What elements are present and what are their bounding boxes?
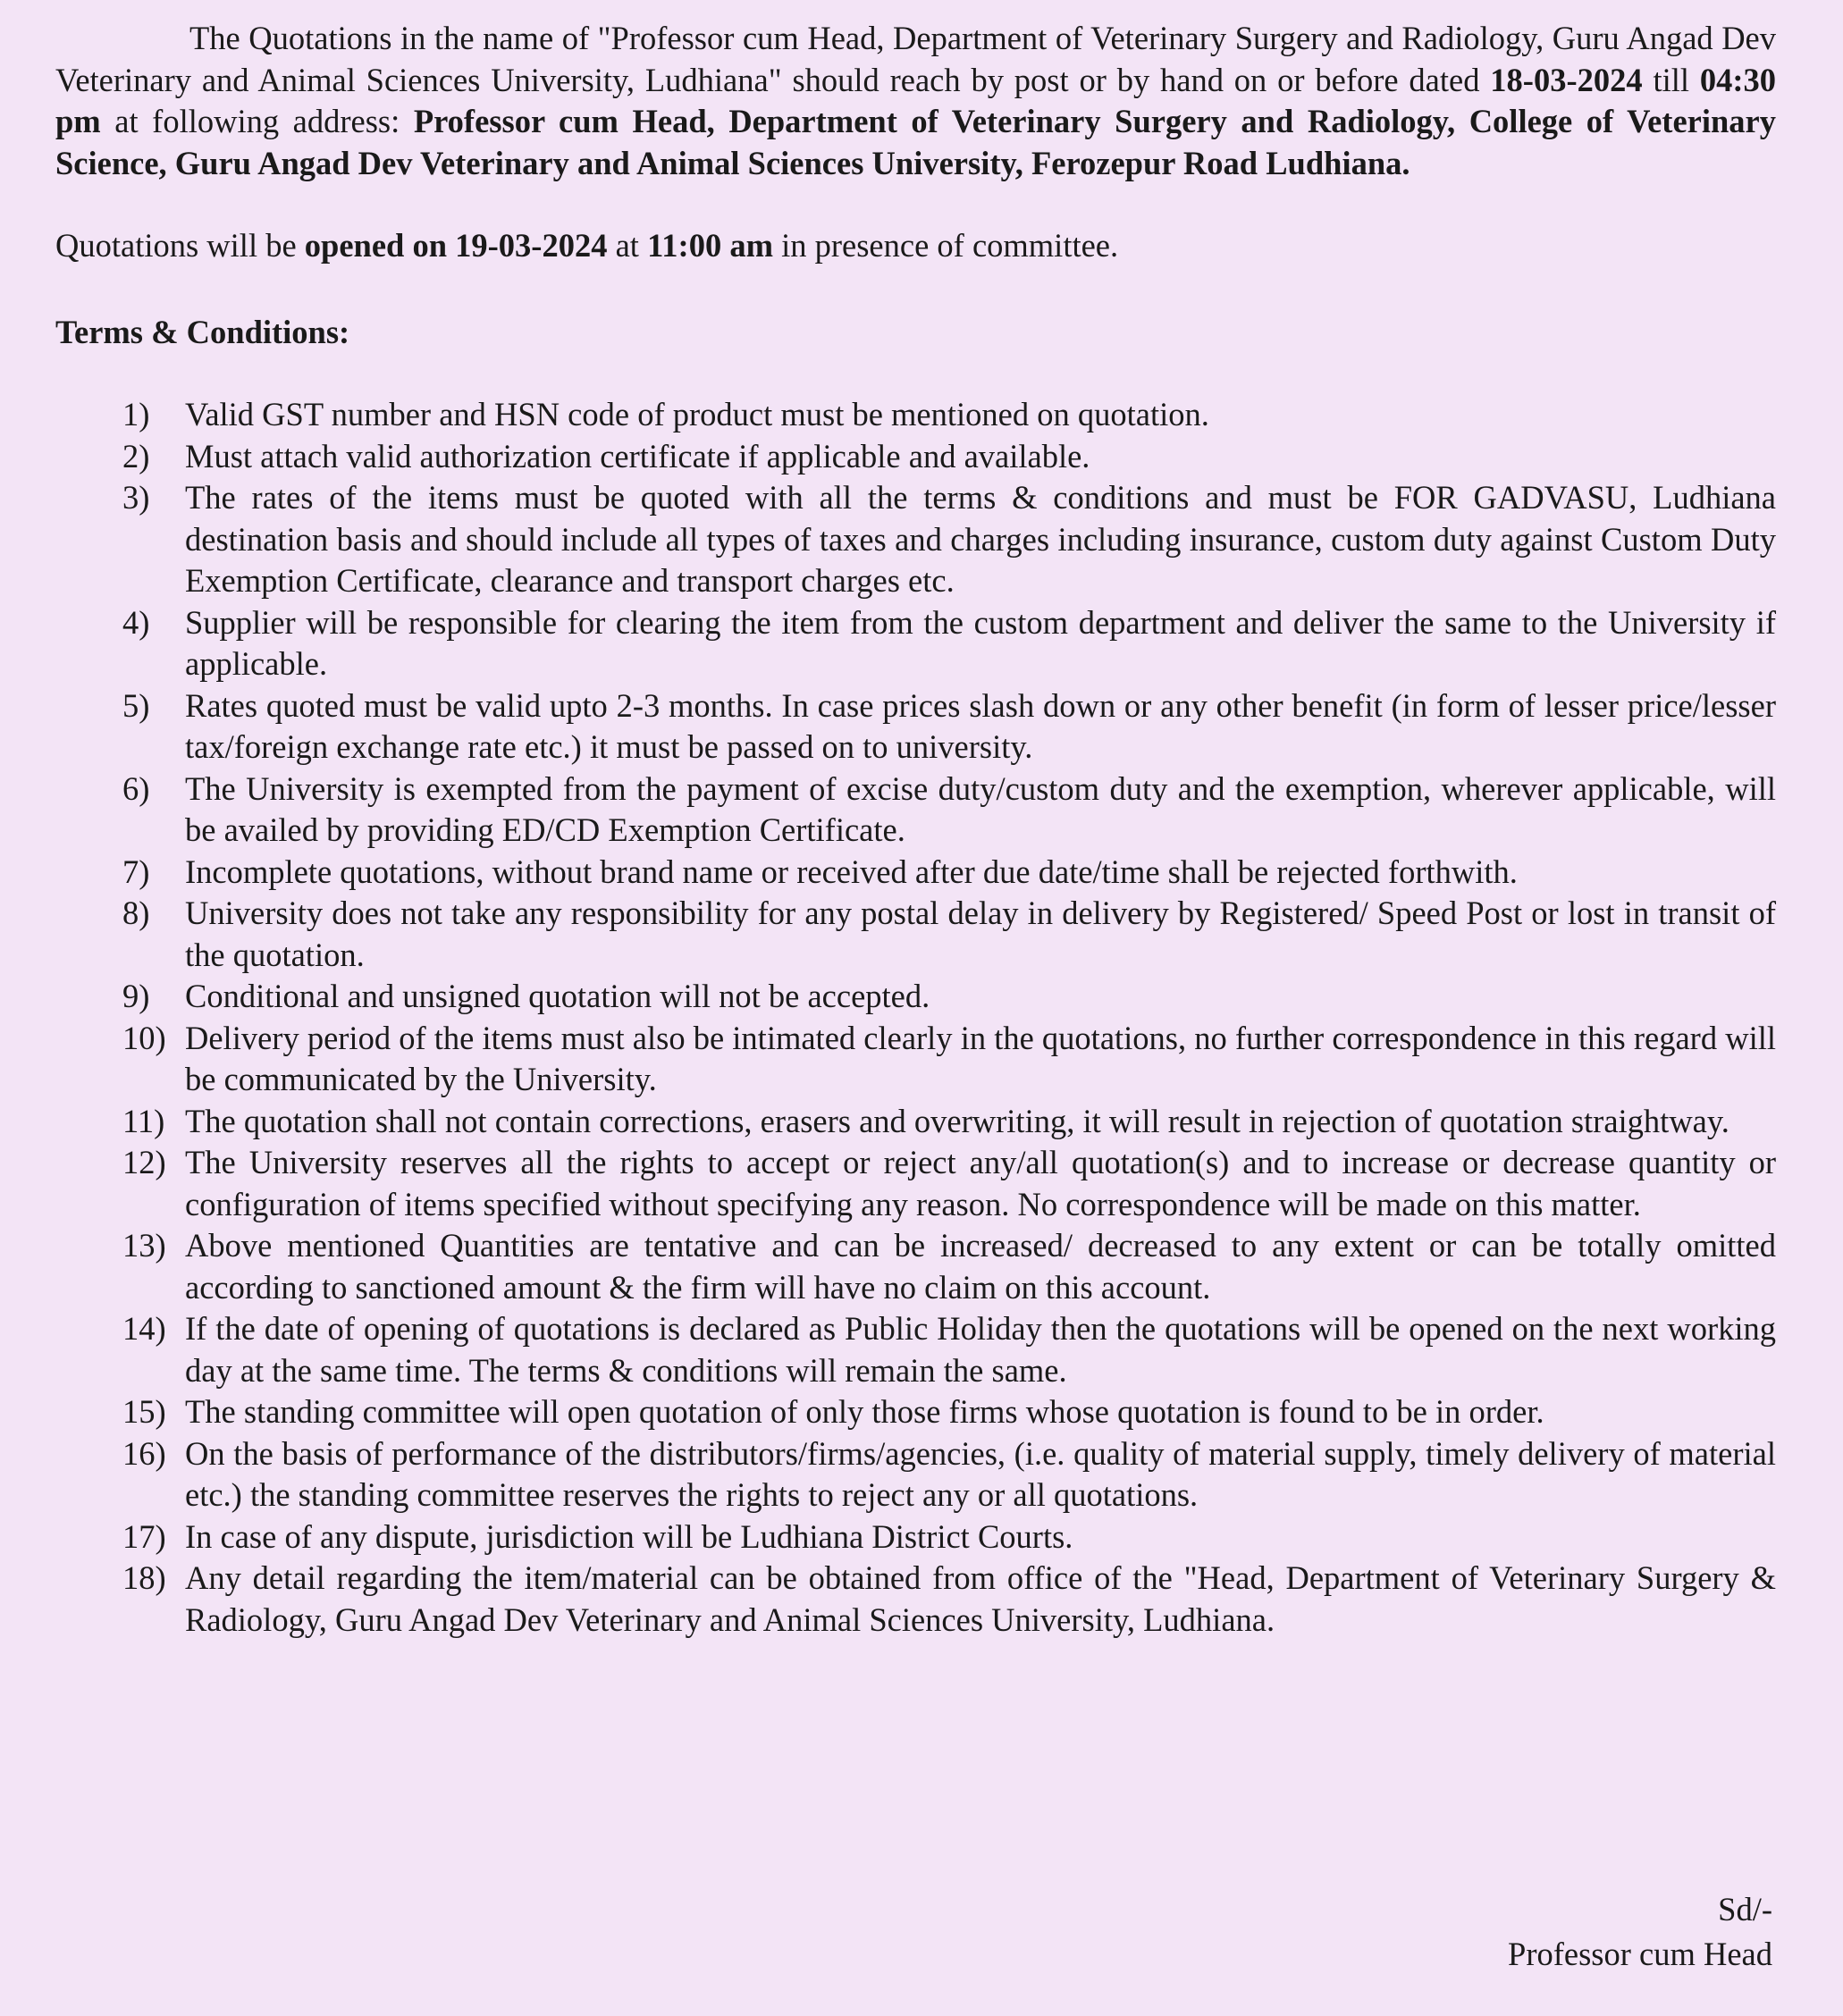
term-number: 4) [122,603,150,641]
term-number: 6) [122,769,150,807]
term-item [55,1018,1776,1101]
term-number: 15) [122,1393,166,1430]
term-item [55,1433,1776,1516]
term-text: The rates of the items must be quoted with all the terms & conditions and must be FOR GADVASU, Ludhiana destination basis and should include all types of taxes and charges including insurance, custom duty against Custom Duty Exemption Certificate, clearance and transport charges etc. [185,479,1776,599]
term-number: 8) [122,895,150,931]
intro-text-1: The Quotations in the name of "Professor cum Head, Department of Veterinary Surgery and Radiology, Guru Angad Dev Veterinary and Animal Sciences University, Ludhiana" should reach by post or by hand on or before dated [55,20,1776,98]
term-item [55,1101,1776,1143]
term-item [55,769,1776,852]
term-text: Valid GST number and HSN code of product must be mentioned on quotation. [185,396,1209,433]
term-number: 7) [122,853,150,890]
term-text: University does not take any responsibility for any postal delay in delivery by Registered/ Speed Post or lost in transit of the quotation. [185,895,1776,973]
term-number: 11) [122,1102,165,1139]
term-number: 14) [122,1310,166,1347]
term-number: 5) [122,686,150,724]
intro-text-2: at following address: [100,103,414,139]
term-item [55,1516,1776,1558]
term-text: On the basis of performance of the distributors/firms/agencies, (i.e. quality of material supply, timely delivery of material etc.) the standing committee reserves the rights to reject any or all quotations. [185,1434,1776,1513]
term-item [55,852,1776,894]
term-text: In case of any dispute, jurisdiction will be Ludhiana District Courts. [185,1517,1073,1555]
term-number: 9) [122,978,150,1014]
term-text: Incomplete quotations, without brand name or received after due date/time shall be rejected forthwith. [185,853,1518,890]
term-text: The standing committee will open quotation of only those firms whose quotation is found to be in order. [185,1393,1544,1430]
intro-till: till [1642,61,1700,98]
terms-list [55,394,1776,1641]
term-item [55,477,1776,602]
intro-paragraph [55,18,1776,184]
term-item [55,1308,1776,1391]
term-text: Must attach valid authorization certificate if applicable and available. [185,437,1090,475]
signature-sd: Sd/- [1718,1891,1772,1928]
term-number: 18) [122,1559,166,1596]
term-number: 3) [122,479,150,516]
submission-date: 18-03-2024 [1490,61,1643,98]
opening-time: 11:00 am [647,227,773,264]
term-number: 1) [122,396,150,433]
term-text: Any detail regarding the item/material can be obtained from office of the "Head, Department of Veterinary Surgery & Radiology, Guru Angad Dev Veterinary and Animal Sciences University, Ludhiana. [185,1559,1776,1638]
term-text: The University reserves all the rights to accept or reject any/all quotation(s) and to increase or decrease quantity or configuration of items specified without specifying any reason. No correspondence will be made on this matter. [185,1144,1776,1222]
opening-date: opened on 19-03-2024 [304,227,608,264]
opening-post: in presence of committee. [772,227,1119,264]
term-number: 2) [122,437,150,475]
term-number: 12) [122,1144,166,1180]
term-text: If the date of opening of quotations is declared as Public Holiday then the quotations will be opened on the next working day at the same time. The terms & conditions will remain the same. [185,1310,1776,1389]
term-number: 10) [122,1019,166,1056]
term-item [55,1558,1776,1641]
term-text: Rates quoted must be valid upto 2-3 months. In case prices slash down or any other benefit (in form of lesser price/lesser tax/foreign exchange rate etc.) it must be passed on to university. [185,686,1776,765]
submission-address: Professor cum Head, Department of Veterinary Surgery and Radiology, College of Veterinary Science, Guru Angad Dev Veterinary and Animal Sciences University, Ferozepur Road Ludhiana. [55,103,1777,181]
opening-pre: Quotations will be [55,227,305,264]
signature-block [1508,1887,1772,1977]
term-text: Conditional and unsigned quotation will not be accepted. [185,978,930,1014]
term-item [55,1391,1776,1433]
submission-time: 04:30 pm [55,61,1776,139]
term-item [55,685,1776,769]
term-text: Above mentioned Quantities are tentative and can be increased/ decreased to any extent or can be totally omitted according to sanctioned amount & the firm will have no claim on this account. [185,1227,1776,1306]
term-number: 13) [122,1227,166,1264]
term-item [55,1225,1776,1308]
opening-mid: at [607,227,648,264]
term-item [55,602,1776,685]
signature-title: Professor cum Head [1508,1936,1772,1972]
term-text: The University is exempted from the payment of excise duty/custom duty and the exemption, wherever applicable, will be availed by providing ED/CD Exemption Certificate. [185,769,1776,848]
term-item [55,1142,1776,1225]
term-text: The quotation shall not contain corrections, erasers and overwriting, it will result in rejection of quotation straightway. [185,1102,1729,1139]
term-number: 16) [122,1434,166,1472]
term-number: 17) [122,1517,166,1555]
term-item [55,436,1776,478]
term-text: Delivery period of the items must also be intimated clearly in the quotations, no further correspondence in this regard will be communicated by the University. [185,1019,1776,1097]
terms-heading: Terms & Conditions: [55,313,350,350]
opening-paragraph [55,225,1776,267]
term-item [55,394,1776,436]
term-item [55,893,1776,976]
term-text: Supplier will be responsible for clearing the item from the custom department and deliver the same to the University if applicable. [185,603,1776,682]
term-item [55,976,1776,1018]
